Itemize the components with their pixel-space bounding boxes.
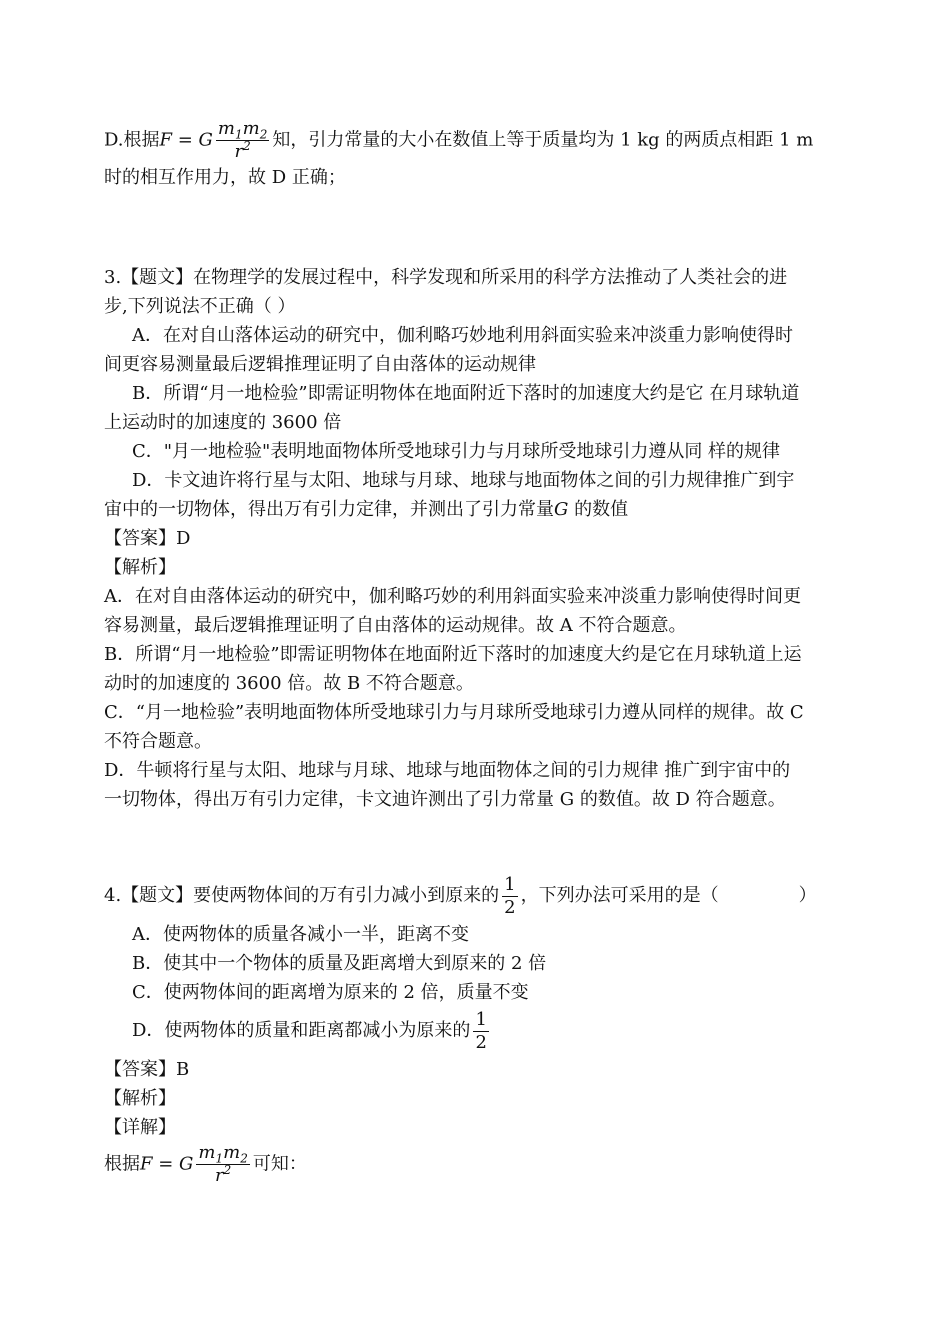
fraction-denominator: 2 (504, 896, 516, 918)
gravity-constant-symbol: G (554, 499, 569, 520)
m1-letter: m (217, 118, 235, 139)
q4-option-d (104, 1007, 848, 1055)
q4-option-c: C．使两物体间的距离增为原来的 2 倍，质量不变 (132, 982, 529, 1003)
q3-explain-c-line1: C．“月一地检验”表明地面物体所受地球引力与月球所受地球引力遵从同样的规律。故 C (104, 702, 804, 723)
q4-option-a: A．使两物体的质量各减小一半，距离不变 (132, 924, 469, 945)
gravity-formula-lhs-2: F = G (140, 1153, 194, 1175)
q4-stem-pre: 4.【题文】要使两物体间的万有引力减小到原来的 (104, 885, 500, 906)
one-half-fraction-d (473, 1009, 488, 1054)
gravity-formula-denominator (233, 141, 253, 163)
q3-option-a-line2: 间更容易测量最后逻辑推理证明了自由落体的运动规律 (104, 354, 536, 375)
m1-letter-2: m (198, 1142, 216, 1163)
q4-final-pre: 根据 (104, 1153, 140, 1175)
q3-explain-a-line2: 容易测量，最后逻辑推理证明了自由落体的运动规律。故 A 不符合题意。 (104, 615, 687, 636)
q3-option-b-line2: 上运动时的加速度的 3600 倍 (104, 412, 342, 433)
q2-option-d-line1 (104, 118, 848, 163)
q3-option-a-line1: A．在对自山落体运动的研究中，伽利略巧妙地利用斜面实验来冲淡重力影响使得时 (132, 325, 793, 346)
gravity-formula-lhs: F = G (159, 129, 213, 151)
r-sup: 2 (243, 139, 251, 153)
q4-stem (104, 872, 848, 920)
q3-option-d-line2 (104, 495, 848, 524)
q2-option-d-line2: 时的相互作用力，故 D 正确； (104, 167, 346, 188)
q4-option-b: B．使其中一个物体的质量及距离增大到原来的 2 倍 (132, 953, 547, 974)
fraction-denominator-d: 2 (475, 1031, 487, 1053)
gravity-formula-denominator-2 (213, 1165, 233, 1187)
q4-analysis-title: 【解析】 (104, 1088, 176, 1109)
r-letter-2: r (215, 1165, 224, 1186)
q3-stem-line1: 3.【题文】在物理学的发展过程中，科学发现和所采用的科学方法推动了人类社会的进 (104, 267, 788, 288)
q4-d-pre: D．使两物体的质量和距离都减小为原来的 (132, 1020, 471, 1041)
q3-analysis-title: 【解析】 (104, 557, 176, 578)
q4-final-line (104, 1142, 848, 1187)
r-sup-2: 2 (223, 1163, 232, 1177)
q3-d-post: 的数值 (568, 499, 629, 520)
m1-sub-2: 1 (215, 1151, 224, 1166)
q4-stem-close: ） (798, 885, 817, 906)
q4-final-post: 可知： (252, 1153, 307, 1175)
q3-d-pre: 宙中的一切物体，得出万有引力定律，并测出了引力常量 (104, 499, 554, 520)
m2-letter: m (242, 118, 260, 139)
q4-stem-post: ，下列办法可采用的是（ (520, 885, 719, 906)
q4-detail-title: 【详解】 (104, 1117, 176, 1138)
r-letter: r (234, 141, 244, 162)
q3-explain-c-line2: 不符合题意。 (104, 731, 212, 752)
q3-explain-b-line2: 动时的加速度的 3600 倍。故 B 不符合题意。 (104, 673, 474, 694)
m2-sub-2: 2 (240, 1151, 248, 1166)
q3-option-b-line1: B．所谓“月一地检验”即需证明物体在地面附近下落时的加速度大约是它 在月球轨道 (132, 383, 800, 404)
q3-explain-d-line1: D．牛顿将行星与太阳、地球与月球、地球与地面物体之间的引力规律 推广到宇宙中的 (104, 760, 791, 781)
q3-explain-b-line1: B．所谓“月一地检验”即需证明物体在地面附近下落时的加速度大约是它在月球轨道上运 (104, 644, 802, 665)
q3-explain-a-line1: A．在对自由落体运动的研究中，伽利略巧妙的利用斜面实验来冲淡重力影响使得时间更 (104, 586, 801, 607)
gravity-formula-fraction-2 (196, 1142, 249, 1187)
q3-option-d-line1: D．卡文迪许将行星与太阳、地球与月球、地球与地面物体之间的引力规律推广到宇 (132, 470, 795, 491)
q3-answer: 【答案】D (104, 528, 191, 549)
q2-d-prefix: D.根据 (104, 129, 160, 151)
q3-explain-d-line2: 一切物体，得出万有引力定律，卡文迪许测出了引力常量 G 的数值。故 D 符合题意。 (104, 789, 786, 810)
m2-sub: 2 (259, 127, 268, 142)
document-page (104, 0, 848, 1187)
m1-sub: 1 (235, 127, 243, 142)
q3-stem-line2: 步,下列说法不正确（ ） (104, 296, 296, 317)
fraction-numerator: 1 (504, 873, 516, 895)
one-half-fraction (502, 874, 517, 919)
gravity-formula-numerator (216, 118, 269, 141)
m2-letter-2: m (223, 1142, 241, 1163)
gravity-formula-fraction (216, 118, 269, 163)
q3-option-c-line1: C．"月一地检验"表明地面物体所受地球引力与月球所受地球引力遵从同 样的规律 (132, 441, 781, 462)
fraction-numerator-d: 1 (475, 1008, 487, 1030)
q4-answer: 【答案】B (104, 1059, 190, 1080)
gravity-formula-numerator-2 (196, 1142, 249, 1165)
q2-d-rest: 知，引力常量的大小在数值上等于质量均为 1 kg 的两质点相距 1 m (272, 129, 814, 151)
